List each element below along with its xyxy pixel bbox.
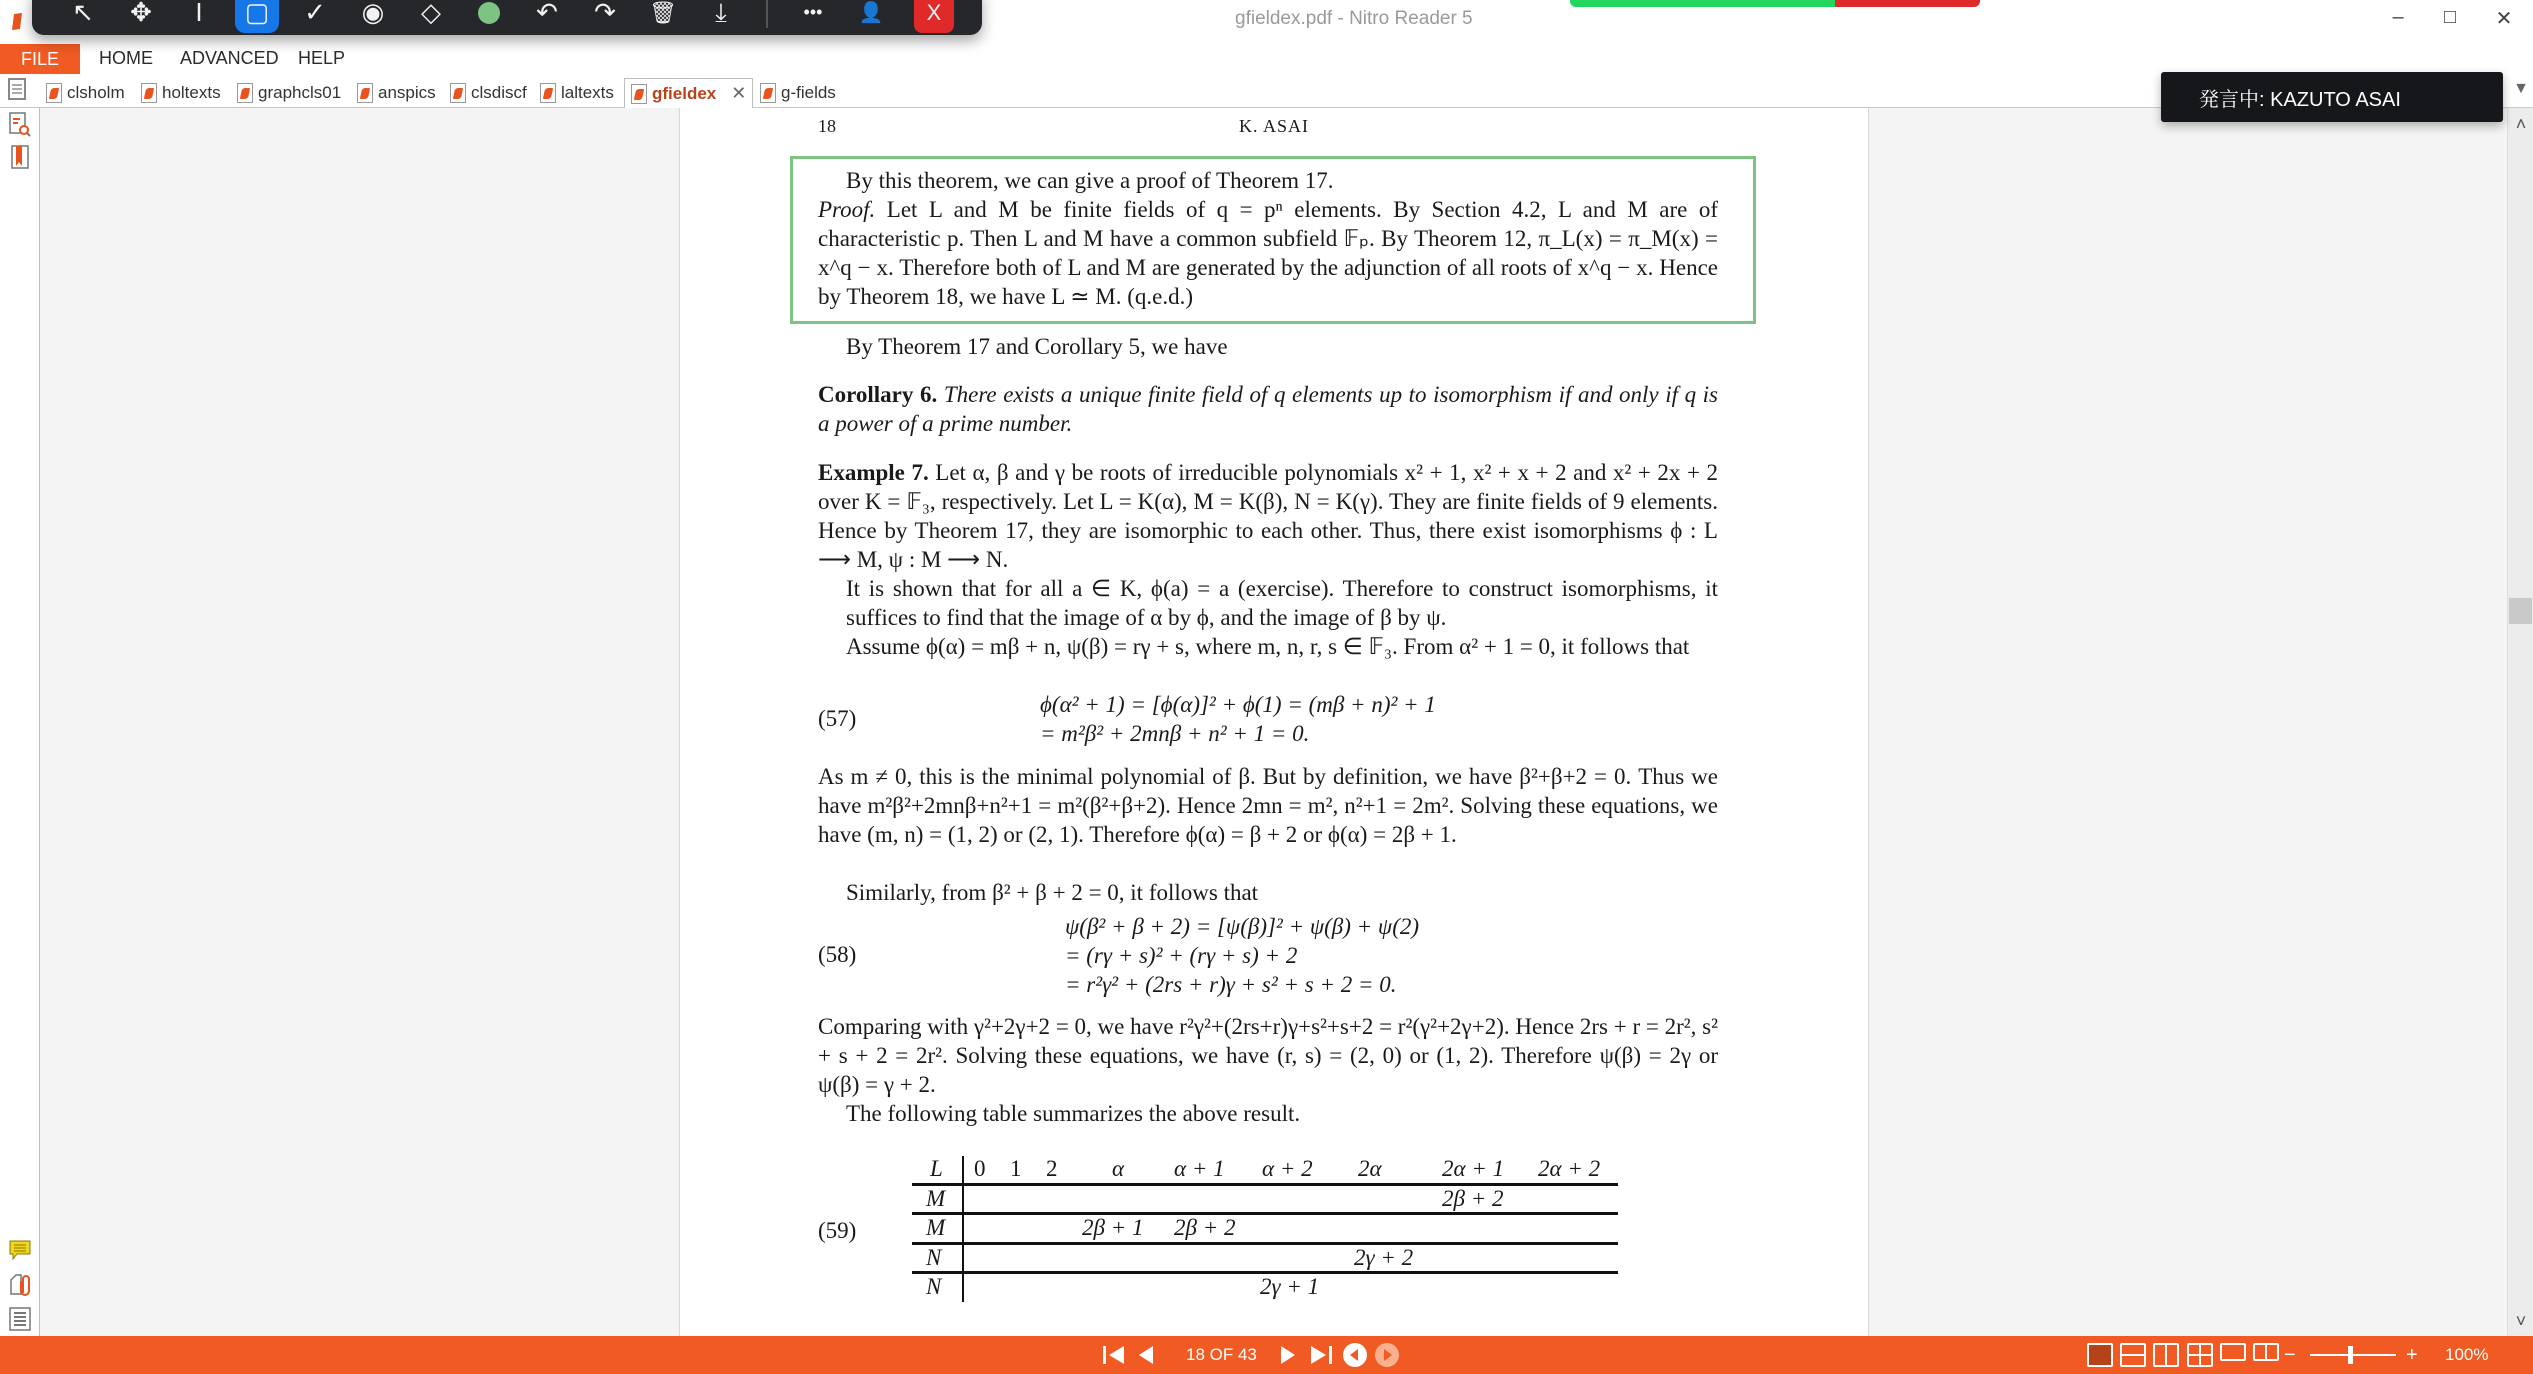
facing-view-icon[interactable]: [2153, 1343, 2179, 1367]
example-7: [818, 458, 1718, 661]
laser-pointer-icon[interactable]: ◉: [361, 0, 385, 27]
paragraph-table-intro: The following table summarizes the above result.: [846, 1101, 1301, 1126]
continuous-view-icon[interactable]: [2120, 1343, 2146, 1367]
pdf-file-icon: [46, 83, 62, 103]
equation-58-label: (58): [818, 942, 857, 967]
toolbar-close-icon[interactable]: X: [914, 0, 954, 33]
more-icon[interactable]: •••: [803, 2, 823, 22]
scroll-up-icon[interactable]: ˄: [2515, 114, 2527, 134]
select-arrow-icon[interactable]: ↖: [72, 0, 94, 27]
previous-view-icon[interactable]: [1342, 1342, 1368, 1368]
table-row: N 2γ + 1: [926, 1274, 1320, 1299]
paragraph-assume: Assume ϕ(α) = mβ + n, ψ(β) = rγ + s, where m, n, r, s ∈ 𝔽₃. From α² + 1 = 0, it follows that: [846, 634, 1690, 659]
undo-icon[interactable]: ↶: [536, 0, 558, 27]
toolbar-divider: [766, 0, 768, 28]
equation-58-line2: = (rγ + s)² + (rγ + s) + 2: [1065, 943, 1298, 968]
page-indicator[interactable]: 18 OF 43: [1186, 1345, 1257, 1364]
scroll-thumb[interactable]: [2509, 598, 2532, 624]
tab-holtexts[interactable]: holtexts: [141, 78, 221, 108]
previous-page-icon[interactable]: [1136, 1342, 1156, 1368]
tab-graphcls01[interactable]: graphcls01: [237, 78, 341, 108]
page-list-icon[interactable]: [8, 1306, 32, 1332]
ribbon-dropdown-icon[interactable]: ▼: [2513, 80, 2529, 97]
window-close-button[interactable]: ✕: [2495, 8, 2513, 30]
tab-laltexts[interactable]: laltexts: [540, 78, 614, 108]
example-label: Example 7.: [818, 460, 929, 485]
corollary-6: [818, 380, 1718, 438]
user-shield-icon[interactable]: 👤: [858, 2, 884, 24]
menu-advanced[interactable]: ADVANCED: [180, 48, 279, 68]
redo-icon[interactable]: ↷: [594, 0, 616, 27]
zoom-out-button[interactable]: −: [2284, 1343, 2296, 1366]
corollary-text: There exists a unique finite field of q elements up to isomorphism if and only if q is a power of a prime number.: [818, 382, 1718, 436]
nitro-logo-icon: [8, 10, 28, 32]
equation-57-label: (57): [818, 706, 857, 731]
pdf-page: [679, 108, 1869, 1336]
eraser-icon[interactable]: ◇: [421, 0, 441, 27]
equation-58-line3: = r²γ² + (2rs + r)γ + s² + s + 2 = 0.: [1065, 972, 1397, 997]
next-view-icon[interactable]: [1374, 1342, 1400, 1368]
pdf-file-icon: [141, 83, 157, 103]
pdf-file-icon: [540, 83, 556, 103]
pdf-file-icon: [631, 84, 647, 104]
speaker-indicator: 発言中: KAZUTO ASAI: [2161, 72, 2503, 122]
table-59: [912, 1156, 1618, 1304]
move-icon[interactable]: ✥: [130, 0, 152, 27]
menu-file[interactable]: FILE: [0, 44, 80, 74]
annotation-toolbar: [32, 0, 982, 35]
corollary-label: Corollary 6.: [818, 382, 938, 407]
left-panel: [0, 108, 40, 1336]
pen-color-green-icon[interactable]: [460, 0, 518, 33]
bookmark-icon[interactable]: [8, 144, 32, 170]
scroll-down-icon[interactable]: ˅: [2515, 1311, 2527, 1331]
ribbon-menu: [0, 44, 2533, 74]
menu-home[interactable]: HOME: [99, 48, 153, 68]
paragraph-similarly: Similarly, from β² + β + 2 = 0, it follows that: [846, 880, 1259, 905]
maximize-button[interactable]: □: [2443, 6, 2457, 28]
rectangle-icon[interactable]: ▢: [235, 0, 279, 33]
table-row: M 2β + 1 2β + 2: [912, 1215, 1618, 1245]
tab-clsholm[interactable]: clsholm: [46, 78, 125, 108]
pdf-file-icon: [357, 83, 373, 103]
table-header-row: L 0 1 2 α α + 1 α + 2 2α 2α + 1 2α + 2: [912, 1156, 1618, 1186]
attachments-icon[interactable]: [8, 1272, 32, 1298]
zoom-slider[interactable]: [2310, 1354, 2396, 1356]
tab-clsdiscf[interactable]: clsdiscf: [450, 78, 527, 108]
table-row: N 2γ + 2: [912, 1245, 1618, 1275]
page-number: 18: [818, 116, 836, 136]
proof-text: Let L and M be finite fields of q = pⁿ elements. By Section 4.2, L and M are of characteristic p. Then L and M have a common subfield 𝔽ₚ. By Theorem 12, π_L(x) = π_M(x) = x^q − x. Therefore both of L and M are generated by the adjunction of all roots of x^q − x. Hence by Theorem 18, we have L ≃ M. (q.e.d.): [818, 197, 1718, 309]
paragraph-intro: By this theorem, we can give a proof of Theorem 17. Proof. Let L and M be finite fields of q = pⁿ elements. By Section 4.2, L and M are of characteristic p. Then L and M have a common subfield 𝔽ₚ. By Theorem 12, π_L(x) = π_M(x) = x^q − x. Therefore both of L and M are generated by the adjunction of all roots of x^q − x. Hence by Theorem 18, we have L ≃ M. (q.e.d.): [818, 168, 1718, 309]
running-header: K. ASAI: [1238, 116, 1309, 136]
zoom-level[interactable]: 100%: [2445, 1345, 2489, 1364]
equation-57-line1: ϕ(α² + 1) = [ϕ(α)]² + ϕ(1) = (mβ + n)² + 1: [1040, 692, 1436, 717]
single-page-view-icon[interactable]: [2087, 1343, 2113, 1367]
cover-view-icon[interactable]: [2220, 1343, 2246, 1361]
document-list-icon[interactable]: [8, 78, 26, 100]
download-icon[interactable]: ⤓: [715, 0, 727, 27]
equation-58-line1: ψ(β² + β + 2) = [ψ(β)]² + ψ(β) + ψ(2): [1065, 914, 1420, 939]
table-row: M 2β + 2: [912, 1186, 1618, 1216]
window-title: gfieldex.pdf - Nitro Reader 5: [1235, 8, 1473, 29]
paragraph-minimal-polynomial: As m ≠ 0, this is the minimal polynomial of β. But by definition, we have β²+β+2 = 0. Thus we have m²β²+2mnβ+n²+1 = m²(β²+β+2). Hence 2mn = m², n²+1 = 2m². Solving these equations, we have (m, n) = (1, 2) or (2, 1). Therefore ϕ(α) = β + 2 or ϕ(α) = 2β + 1.: [818, 764, 1718, 847]
pdf-file-icon: [760, 83, 776, 103]
tab-anspics[interactable]: anspics: [357, 78, 436, 108]
document-tabs: [0, 74, 2533, 108]
comments-icon[interactable]: [8, 1238, 32, 1264]
tab-close-icon[interactable]: ✕: [731, 83, 747, 103]
example-text: Let α, β and γ be roots of irreducible polynomials x² + 1, x² + x + 2 and x² + 2x + 2 over K = 𝔽₃, respectively. Let L = K(α), M = K(β), N = K(γ). They are finite fields of 9 elements. Hence by Theorem 17, they are isomorphic to each other. Thus, there exist isomorphisms ϕ : L ⟶ M, ψ : M ⟶ N.: [818, 460, 1719, 572]
trash-icon[interactable]: 🗑: [649, 0, 677, 25]
paragraph-exercise: It is shown that for all a ∈ K, ϕ(a) = a (exercise). Therefore to construct isomorphisms, it suffices to find that the image of α by ϕ, and the image of β by ψ.: [846, 576, 1718, 630]
paragraph-comparing: Comparing with γ²+2γ+2 = 0, we have r²γ²+(2rs+r)γ+s²+s+2 = r²(γ²+2γ+2). Hence 2rs + r = 2r², s² + s + 2 = 2r². Solving these equations, we have (r, s) = (2, 0) or (1, 2). Therefore ψ(β) = 2γ or ψ(β) = γ + 2.: [818, 1014, 1718, 1097]
page-search-icon[interactable]: [8, 112, 32, 138]
document-viewport[interactable]: [40, 108, 2505, 1336]
meeting-status-strip: [1570, 0, 1980, 7]
proof-label: Proof.: [818, 197, 876, 222]
pdf-file-icon: [450, 83, 466, 103]
tab-gfieldex[interactable]: gfieldex ✕: [624, 78, 753, 109]
checkmark-icon[interactable]: ✓: [304, 0, 326, 27]
text-cursor-icon[interactable]: I: [195, 0, 203, 27]
table-59-label: (59): [818, 1218, 857, 1243]
zoom-in-button[interactable]: +: [2406, 1343, 2418, 1366]
last-page-icon[interactable]: [1308, 1342, 1334, 1368]
minimize-button[interactable]: –: [2392, 6, 2404, 28]
menu-help[interactable]: HELP: [298, 48, 346, 68]
tab-g-fields[interactable]: g-fields: [760, 78, 836, 108]
status-bar: [0, 1336, 2533, 1374]
cover-facing-view-icon[interactable]: [2253, 1343, 2279, 1361]
vertical-scrollbar[interactable]: [2507, 108, 2533, 1336]
pdf-file-icon: [237, 83, 253, 103]
zoom-slider-thumb[interactable]: [2348, 1346, 2353, 1364]
facing-continuous-view-icon[interactable]: [2187, 1343, 2213, 1367]
paragraph-by-theorem: By Theorem 17 and Corollary 5, we have: [846, 334, 1228, 359]
first-page-icon[interactable]: [1102, 1342, 1128, 1368]
equation-57-line2: = m²β² + 2mnβ + n² + 1 = 0.: [1040, 721, 1310, 746]
next-page-icon[interactable]: [1278, 1342, 1298, 1368]
